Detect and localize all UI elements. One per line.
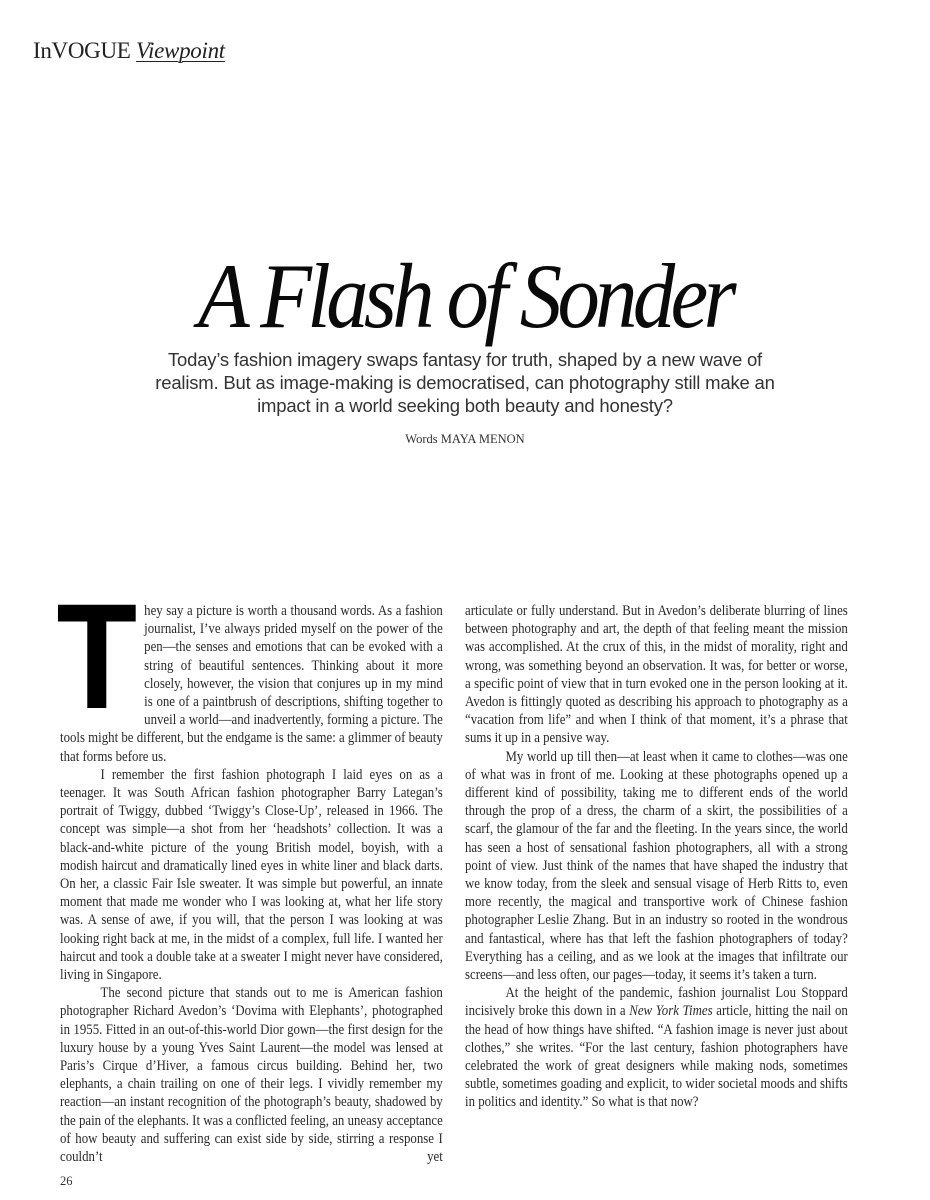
byline: Words MAYA MENON: [405, 432, 525, 446]
body-column-right: [465, 602, 848, 1112]
brand-label: InVOGUE: [33, 38, 131, 63]
section-label: Viewpoint: [136, 38, 225, 63]
article-deck: Today’s fashion imagery swaps fantasy for truth, shaped by a new wave of realism. But as image-making is democratised, can photography still make an impact in a world seeking both beauty and honesty?: [155, 349, 775, 416]
paragraph-text: article, hitting the nail on the head of how things have shifted. “A fashion image is never just about clothes,” she writes. “For the last century, fashion photographers have celebrated the work of great designers while making nods, sometimes subtle, sometimes goading and explicit, to wider societal moods and shifts in politics and identity.” So what is that now?: [465, 1003, 848, 1111]
paragraph-text: hey say a picture is worth a thousand words. As a fashion journalist, I’ve always prided myself on the power of the pen—the senses and emotions that can be evoked with a string of beautiful sentences. Thinking about it more closely, however, the vision that conjures up in my mind is one of a paintbrush of descriptions, shifting together to unveil a world—and inadvertently, forming a picture. The tools might be different, but the endgame is the same: a glimmer of beauty that forms before us.: [60, 603, 443, 765]
page-number: 26: [60, 1174, 73, 1188]
paragraph: [56, 572, 443, 766]
publication-name: New York Times: [629, 1003, 713, 1020]
paragraph: [465, 984, 848, 1111]
article-title: A Flash of Sonder: [198, 245, 732, 347]
paragraph: articulate or fully understand. But in Avedon’s deliberate blurring of lines between photography and art, the depth of that feeling meant the mission was accomplished. At the crux of this, in the midst of morality, right and wrong, was something beyond an observation. It was, for better or worse, a specific point of view that in turn evoked one in the person looking at it. Avedon is fittingly quoted as describing his approach to photography as a “vacation from life” and when I think of that moment, it’s a phrase that sums it up in a pensive way.: [465, 603, 848, 747]
paragraph: My world up till then—at least when it came to clothes—was one of what was in front of me. Looking at these photographs opened up a different kind of possibility, taking me to different ends of the world through the prop of a dress, the charm of a skirt, the possibilities of a scarf, the glamour of the far and the fleeting. In the years since, the world has seen a host of sensational fashion photographers, all with a strong point of view. Just think of the names that have shaped the industry that we know today, from the sleek and sensual visage of Herb Ritts to, even more recently, the magical and transportive work of Chinese fashion photographer Leslie Zhang. But in an industry so rooted in the wondrous and fantastical, where has that left the fashion photographers of today? Everything has a ceiling, and as we look at the images that infiltrate our screens—and less often, our pages—today, it seems it’s taken a turn.: [465, 748, 848, 984]
drop-cap: T: [56, 572, 138, 740]
paragraph: I remember the first fashion photograph I laid eyes on as a teenager. It was South African fashion photographer Barry Lategan’s portrait of Twiggy, dubbed ‘Twiggy’s Close-Up’, released in 1966. The concept was simple—a shot from her ‘headshots’ collection. It was a black-and-white picture of the young British model, boyish, with a modish haircut and dramatically lined eyes in white liner and black darts. On her, a classic Fair Isle sweater. It was simple but powerful, an innate moment that made me wonder who I was looking at, what her life story was. A sense of awe, if you will, that the person I was looking at was looking right back at me, in the midst of a complex, full life. I wanted her haircut and took a double take at a sweater I might never have considered, living in Singapore.: [60, 766, 443, 984]
section-header: [33, 38, 225, 64]
paragraph-text: At the height of the pandemic, fashion journalist Lou Stoppard incisively broke this down in a: [465, 985, 848, 1020]
paragraph: The second picture that stands out to me is American fashion photographer Richard Avedon’s ‘Dovima with Elephants’, photographed in 1955. Fitted in an out-of-this-world Dior gown—the first design for the luxury house by a young Yves Saint Laurent—the model was lensed at Paris’s Cirque d’Hiver, a famous circus building. Behind her, two elephants, a chain trailing on one of their legs. I vividly remember my reaction—an instant recognition of the photograph’s beauty, shadowed by the pain of the elephants. It was a conflicted feeling, an uneasy acceptance of how beauty and suffering can exist side by side, stirring a response I couldn’t yet: [60, 985, 443, 1166]
body-column-left: [56, 572, 443, 1166]
article-header: [0, 245, 930, 447]
